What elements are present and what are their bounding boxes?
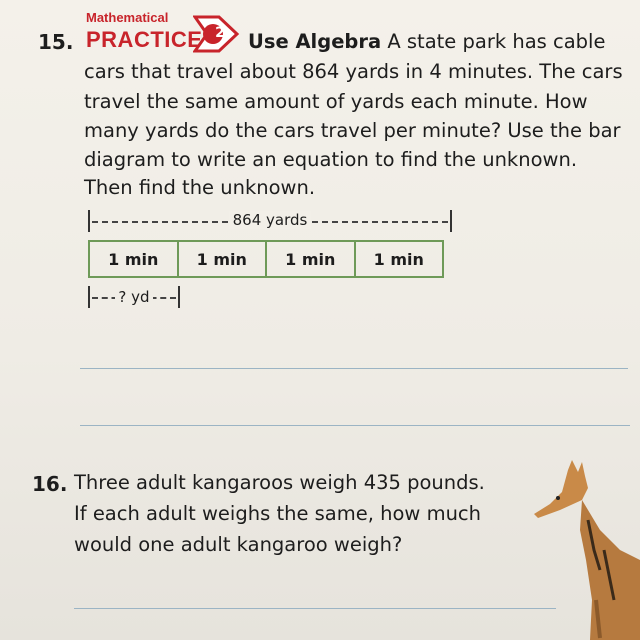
part-dimension-line xyxy=(88,284,180,312)
total-dimension-line xyxy=(88,208,452,236)
practice-badge-number: 2 xyxy=(215,25,225,41)
problem-16-text-3: would one adult kangaroo weigh? xyxy=(74,533,403,556)
problem-15-text-2: cars that travel about 864 yards in 4 minutes. The cars xyxy=(84,60,623,83)
math-practice-title: PRACTICE xyxy=(86,27,203,52)
bar-cell-4: 1 min xyxy=(373,249,424,269)
math-practice-label: Mathematical xyxy=(86,10,169,25)
kangaroo-icon xyxy=(530,460,640,640)
problem-15-line-1 xyxy=(248,30,605,53)
total-label: 864 yards xyxy=(229,211,312,229)
bar-cell-2: 1 min xyxy=(179,242,268,276)
answer-line-15b[interactable] xyxy=(80,425,630,426)
answer-line-15a[interactable] xyxy=(80,368,628,369)
problem-15-text-3: travel the same amount of yards each minute. How xyxy=(84,90,588,113)
problem-16-number: 16. xyxy=(32,472,68,496)
problem-16-text-2: If each adult weighs the same, how much xyxy=(74,502,482,525)
answer-line-16[interactable] xyxy=(74,608,556,609)
problem-15-text-5: diagram to write an equation to find the unknown. xyxy=(84,148,578,171)
bar-cell-1: 1 min xyxy=(90,242,179,276)
problem-15-number: 15. xyxy=(38,30,74,54)
problem-15-text-1: A state park has cable xyxy=(387,30,606,53)
problem-15-text-4: many yards do the cars travel per minute? Use the bar xyxy=(84,119,621,142)
problem-15-text-6: Then find the unknown. xyxy=(84,176,316,199)
problem-15-heading: Use Algebra xyxy=(248,30,382,53)
problem-16-text-1: Three adult kangaroos weigh 435 pounds. xyxy=(74,471,485,494)
part-label: ? yd xyxy=(115,288,152,306)
bar-diagram xyxy=(88,240,444,278)
bar-cell-3: 1 min xyxy=(267,242,356,276)
